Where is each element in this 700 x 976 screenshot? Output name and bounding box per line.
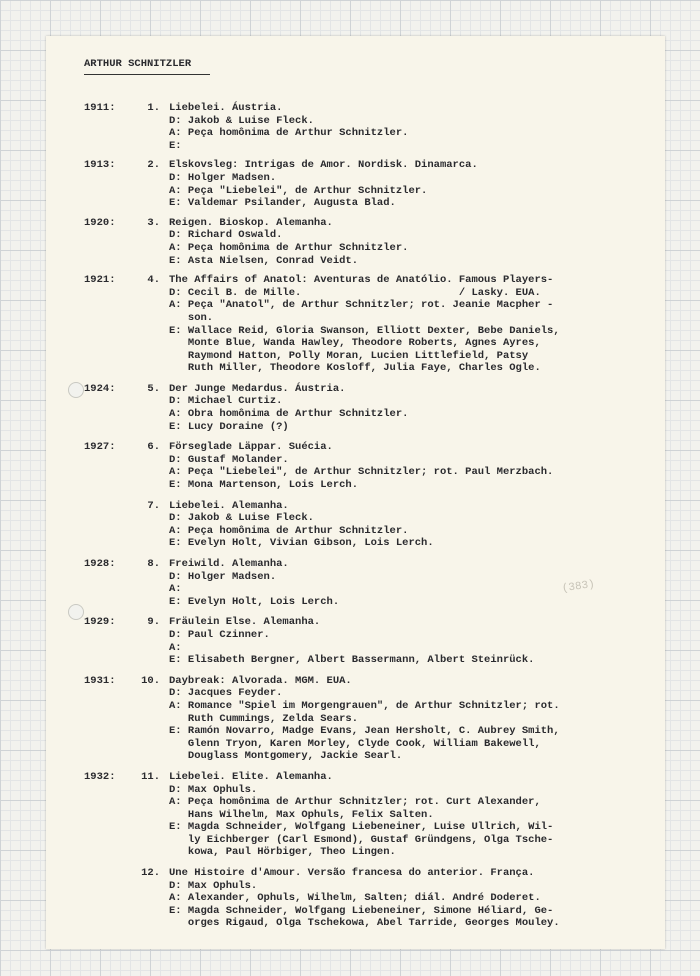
- film-entry: [46, 616, 665, 666]
- film-entry: [46, 441, 665, 491]
- film-entry: [46, 383, 665, 433]
- entry-year: 1928:: [84, 558, 116, 570]
- entry-year: 1927:: [84, 441, 116, 454]
- entry-number: 2.: [147, 159, 160, 172]
- entry-line: Douglass Montgomery, Jackie Searl.: [169, 750, 403, 763]
- entry-line: D: Paul Czinner.: [169, 628, 270, 641]
- entry-line: D: Jacques Feyder.: [169, 687, 283, 700]
- entry-body: [169, 558, 659, 608]
- entry-line: D: Max Ophuls.: [169, 783, 258, 796]
- entry-number: 10.: [141, 674, 160, 687]
- entry-line: D: Jakob & Luise Fleck.: [169, 512, 314, 525]
- entry-line: Fräulein Else. Alemanha.: [169, 616, 321, 629]
- entry-body: [169, 441, 659, 491]
- entry-number: 5.: [147, 382, 160, 395]
- entry-line: The Affairs of Anatol: Aventuras de Anatólio. Famous Players-: [169, 274, 554, 287]
- entry-line: A: Peça homônima de Arthur Schnitzler; rot. Curt Alexander,: [169, 796, 541, 809]
- entry-line: D: Cecil B. de Mille. / Lasky. EUA.: [169, 286, 541, 299]
- entry-line: ly Eichberger (Carl Esmond), Gustaf Gründgens, Olga Tsche-: [169, 833, 554, 846]
- entry-line: Hans Wilhelm, Max Ophuls, Felix Salten.: [169, 808, 434, 821]
- entry-year: 1920:: [84, 216, 116, 229]
- film-entry: [46, 558, 665, 608]
- entry-year: 1929:: [84, 616, 116, 629]
- entry-number: 6.: [147, 441, 160, 454]
- entry-line: Raymond Hatton, Polly Moran, Lucien Littlefield, Patsy: [169, 349, 529, 362]
- entry-line: A:: [169, 583, 182, 596]
- entry-number: 8.: [147, 558, 160, 570]
- entry-line: D: Gustaf Molander.: [169, 453, 289, 466]
- entry-body: [169, 675, 659, 763]
- entry-body: [169, 217, 659, 267]
- entry-body: [169, 771, 659, 859]
- entry-year: 1932:: [84, 770, 116, 783]
- entry-line: A: Peça homônima de Arthur Schnitzler.: [169, 524, 409, 537]
- entry-body: [169, 102, 659, 152]
- entry-line: A: Peça homônima de Arthur Schnitzler.: [169, 241, 409, 254]
- entry-number: 11.: [141, 770, 160, 783]
- entry-line: A: Alexander, Ophuls, Wilhelm, Salten; diál. André Doderet.: [169, 892, 541, 905]
- entry-line: Ruth Miller, Theodore Kosloff, Julia Faye, Charles Ogle.: [169, 362, 541, 375]
- entry-body: [169, 500, 659, 550]
- entry-line: A: Peça "Anatol", de Arthur Schnitzler; rot. Jeanie Macpher -: [169, 299, 554, 312]
- title-underline: [84, 74, 210, 75]
- entry-line: Förseglade Läppar. Suécia.: [169, 441, 333, 454]
- film-entry: [46, 102, 665, 152]
- entry-line: orges Rigaud, Olga Tschekowa, Abel Tarride, Georges Mouley.: [169, 917, 560, 930]
- entry-line: Daybreak: Alvorada. MGM. EUA.: [169, 674, 352, 687]
- film-entry: [46, 217, 665, 267]
- entry-line: D: Holger Madsen.: [169, 570, 277, 583]
- entry-number: 4.: [147, 274, 160, 287]
- entry-line: A: Peça "Liebelei", de Arthur Schnitzler.: [169, 184, 428, 197]
- film-entry: [46, 867, 665, 930]
- entry-line: E: Ramón Novarro, Madge Evans, Jean Hersholt, C. Aubrey Smith,: [169, 725, 560, 738]
- entry-year: 1924:: [84, 382, 116, 395]
- entry-body: [169, 383, 659, 433]
- entry-line: E: Lucy Doraine (?): [169, 420, 289, 433]
- entry-line: E:: [169, 139, 182, 152]
- entry-line: Liebelei. Elite. Alemanha.: [169, 770, 333, 783]
- filmography-list: [46, 102, 665, 930]
- entry-number: 3.: [147, 216, 160, 229]
- entry-body: [169, 867, 659, 930]
- entry-line: Elskovsleg: Intrigas de Amor. Nordisk. Dinamarca.: [169, 159, 478, 172]
- entry-line: Reigen. Bioskop. Alemanha.: [169, 216, 333, 229]
- entry-line: E: Asta Nielsen, Conrad Veidt.: [169, 254, 359, 267]
- entry-line: A: Romance "Spiel im Morgengrauen", de Arthur Schnitzler; rot.: [169, 699, 560, 712]
- film-entry: [46, 274, 665, 375]
- entry-line: E: Evelyn Holt, Lois Lerch.: [169, 595, 340, 608]
- entry-line: D: Richard Oswald.: [169, 229, 283, 242]
- entry-body: [169, 616, 659, 666]
- entry-line: E: Magda Schneider, Wolfgang Liebeneiner, Simone Héliard, Ge-: [169, 904, 554, 917]
- entry-number: 7.: [147, 499, 160, 512]
- entry-year: 1911:: [84, 102, 116, 114]
- entry-line: Monte Blue, Wanda Hawley, Theodore Roberts, Agnes Ayres,: [169, 337, 541, 350]
- entry-line: Ruth Cummings, Zelda Sears.: [169, 712, 359, 725]
- entry-line: D: Jakob & Luise Fleck.: [169, 114, 314, 127]
- entry-line: E: Mona Martenson, Lois Lerch.: [169, 479, 359, 492]
- entry-line: D: Michael Curtiz.: [169, 395, 283, 408]
- entry-year: 1921:: [84, 274, 116, 287]
- film-entry: [46, 675, 665, 763]
- entry-line: A:: [169, 641, 182, 654]
- film-entry: [46, 771, 665, 859]
- film-entry: [46, 500, 665, 550]
- entry-line: E: Magda Schneider, Wolfgang Liebeneiner, Luise Ullrich, Wil-: [169, 821, 554, 834]
- entry-line: D: Holger Madsen.: [169, 171, 277, 184]
- entry-line: A: Obra homônima de Arthur Schnitzler.: [169, 408, 409, 421]
- entry-line: A: Peça homônima de Arthur Schnitzler.: [169, 127, 409, 140]
- entry-line: Freiwild. Alemanha.: [169, 558, 289, 570]
- entry-body: [169, 159, 659, 209]
- entry-line: E: Evelyn Holt, Vivian Gibson, Lois Lerch.: [169, 537, 434, 550]
- entry-year: 1931:: [84, 674, 116, 687]
- entry-line: Glenn Tryon, Karen Morley, Clyde Cook, William Bakewell,: [169, 737, 541, 750]
- entry-line: kowa, Paul Hörbiger, Theo Lingen.: [169, 846, 396, 859]
- entry-number: 12.: [141, 867, 160, 880]
- entry-line: E: Valdemar Psilander, Augusta Blad.: [169, 197, 396, 210]
- document-sheet: [46, 36, 665, 949]
- page-title: ARTHUR SCHNITZLER: [84, 58, 192, 70]
- entry-line: E: Wallace Reid, Gloria Swanson, Elliott Dexter, Bebe Daniels,: [169, 324, 560, 337]
- entry-line: Liebelei. Áustria.: [169, 102, 283, 114]
- stamp-mark: (383): [561, 578, 596, 596]
- entry-line: E: Elisabeth Bergner, Albert Bassermann, Albert Steinrück.: [169, 654, 535, 667]
- entry-line: A: Peça "Liebelei", de Arthur Schnitzler; rot. Paul Merzbach.: [169, 466, 554, 479]
- entry-body: [169, 274, 659, 375]
- entry-line: Der Junge Medardus. Áustria.: [169, 382, 346, 395]
- entry-line: Une Histoire d'Amour. Versão francesa do anterior. França.: [169, 867, 535, 880]
- entry-year: 1913:: [84, 159, 116, 172]
- film-entry: [46, 159, 665, 209]
- entry-line: son.: [169, 311, 214, 324]
- entry-number: 1.: [147, 102, 160, 114]
- entry-line: D: Max Ophuls.: [169, 879, 258, 892]
- entry-number: 9.: [147, 616, 160, 629]
- entry-line: Liebelei. Alemanha.: [169, 499, 289, 512]
